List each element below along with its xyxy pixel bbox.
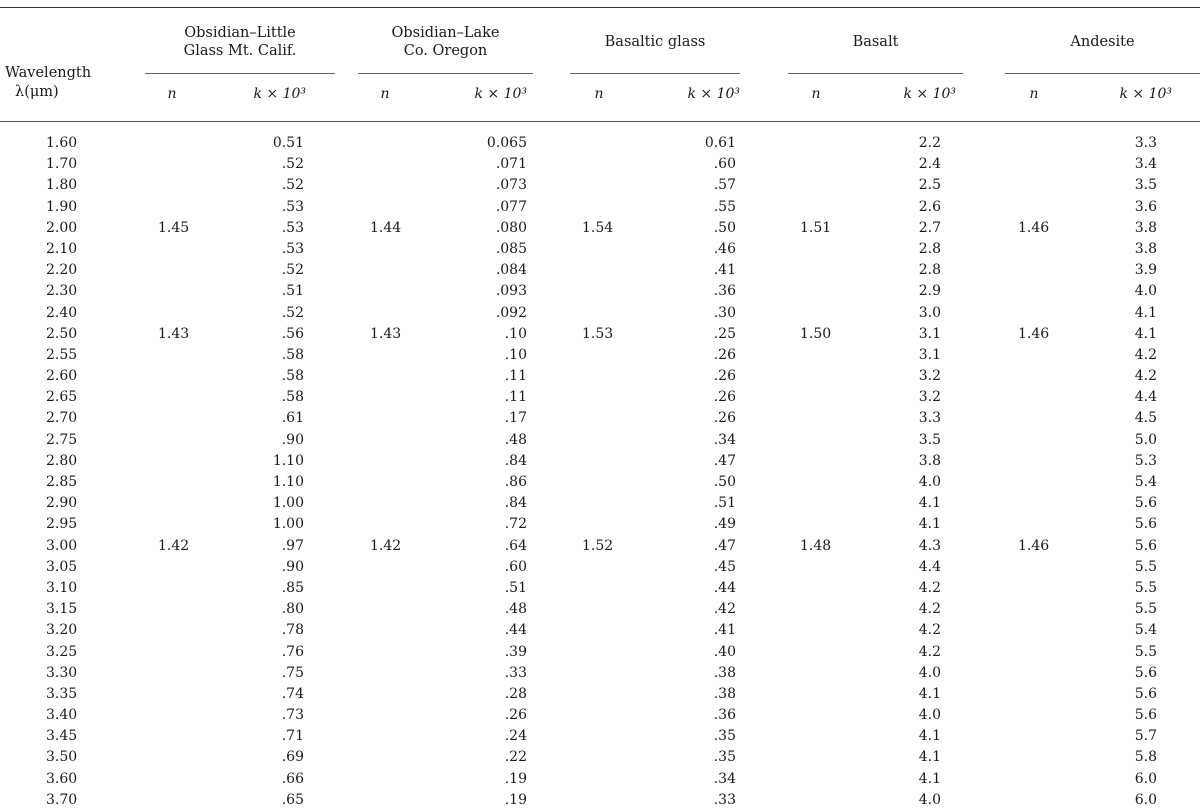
cell-basalt-k: 4.0 (918, 474, 941, 490)
cell-obsidian-lake-co-k: .10 (504, 346, 527, 363)
cell-basalt-k: 3.1 (918, 325, 941, 342)
table-row (0, 451, 1200, 472)
cell-basaltic-glass-k: .26 (713, 389, 736, 406)
table-row (0, 599, 1200, 620)
cell-andesite-k: 5.8 (1134, 749, 1157, 766)
cell-obsidian-little-glass-k: .66 (281, 770, 304, 787)
cell-obsidian-lake-co-k: .84 (504, 452, 527, 469)
cell-basaltic-glass-k: .46 (713, 240, 736, 257)
cell-obsidian-little-glass-n: 1.43 (158, 325, 190, 342)
cell-obsidian-lake-co-k: .077 (495, 198, 527, 215)
cell-basalt-k: 4.1 (918, 749, 941, 766)
cell-basalt-k: 3.2 (918, 368, 941, 385)
cell-obsidian-little-glass-k: .90 (281, 558, 304, 575)
table-row (0, 620, 1200, 641)
cell-obsidian-lake-co-k: .86 (504, 474, 527, 490)
cell-basaltic-glass-k: .30 (713, 304, 736, 321)
table-row (0, 769, 1200, 790)
wavelength-cell: 2.40 (46, 304, 78, 321)
cell-obsidian-little-glass-k: .69 (281, 749, 304, 766)
cell-basaltic-glass-k: .50 (713, 219, 736, 236)
cell-basaltic-glass-k: .40 (713, 643, 736, 660)
cell-obsidian-little-glass-k: .52 (281, 156, 304, 173)
cell-andesite-k: 3.9 (1134, 262, 1157, 279)
cell-obsidian-lake-co-k: .19 (504, 791, 527, 808)
cell-obsidian-little-glass-k: .61 (281, 410, 304, 427)
cell-obsidian-little-glass-n: 1.42 (158, 537, 190, 554)
cell-basalt-k: 3.0 (918, 304, 941, 321)
cell-basaltic-glass-k: .41 (713, 262, 736, 279)
wavelength-cell: 2.55 (46, 346, 78, 363)
cell-basaltic-glass-n: 1.53 (582, 325, 614, 342)
group-rule-obsidian-little-glass (145, 73, 335, 74)
table-row (0, 578, 1200, 599)
cell-andesite-k: 3.8 (1134, 240, 1157, 257)
cell-obsidian-lake-co-k: .19 (504, 770, 527, 787)
wavelength-cell: 1.70 (46, 156, 78, 173)
wavelength-cell: 1.80 (46, 177, 78, 194)
cell-obsidian-little-glass-k: .80 (281, 601, 304, 618)
cell-obsidian-lake-co-k: .10 (504, 325, 527, 342)
cell-basaltic-glass-k: .26 (713, 368, 736, 385)
table-row (0, 345, 1200, 366)
cell-andesite-k: 4.0 (1134, 283, 1157, 300)
cell-obsidian-little-glass-k: .73 (281, 707, 304, 724)
cell-basalt-k: 4.0 (918, 664, 941, 681)
wavelength-cell: 3.40 (46, 707, 78, 724)
wavelength-cell: 2.10 (46, 240, 78, 257)
cell-basaltic-glass-k: .50 (713, 474, 736, 490)
cell-basalt-k: 4.0 (918, 707, 941, 724)
cell-obsidian-little-glass-k: 1.10 (272, 474, 304, 490)
wavelength-cell: 2.95 (46, 516, 78, 533)
group-rule-obsidian-lake-co (358, 73, 533, 74)
group-title-basalt: Basalt (852, 34, 899, 50)
cell-andesite-k: 4.2 (1134, 346, 1157, 363)
cell-basalt-k: 2.7 (918, 219, 941, 236)
cell-basaltic-glass-k: .33 (713, 791, 736, 808)
cell-basaltic-glass-k: .57 (713, 177, 736, 194)
cell-obsidian-lake-co-k: .64 (504, 537, 527, 554)
cell-basaltic-glass-k: .34 (713, 431, 736, 448)
table-row (0, 387, 1200, 408)
table-row (0, 154, 1200, 175)
wavelength-cell: 2.70 (46, 410, 78, 427)
cell-basaltic-glass-k: .36 (713, 707, 736, 724)
wavelength-cell: 2.20 (46, 262, 78, 279)
table-row (0, 408, 1200, 429)
cell-obsidian-lake-co-k: .22 (504, 749, 527, 766)
wavelength-cell: 2.90 (46, 495, 78, 512)
cell-obsidian-little-glass-k: .56 (281, 325, 304, 342)
cell-andesite-n: 1.46 (1018, 325, 1050, 342)
cell-andesite-k: 3.5 (1134, 177, 1157, 194)
cell-obsidian-lake-co-k: .11 (504, 389, 527, 406)
cell-basalt-k: 2.4 (918, 156, 941, 173)
wavelength-cell: 3.25 (46, 643, 78, 660)
cell-obsidian-little-glass-k: .65 (281, 791, 304, 808)
cell-obsidian-lake-co-k: .071 (495, 156, 527, 173)
cell-basalt-k: 4.1 (918, 516, 941, 533)
wavelength-cell: 3.45 (46, 728, 78, 745)
cell-obsidian-lake-co-k: .093 (495, 283, 527, 300)
cell-andesite-k: 5.7 (1134, 728, 1157, 745)
cell-obsidian-lake-co-n: 1.44 (370, 219, 402, 236)
wavelength-cell: 3.05 (46, 558, 78, 575)
cell-obsidian-lake-co-k: .17 (504, 410, 527, 427)
table-row (0, 197, 1200, 218)
cell-basalt-k: 2.6 (918, 198, 941, 215)
wavelength-cell: 1.90 (46, 198, 78, 215)
table-row (0, 514, 1200, 535)
table-row (0, 684, 1200, 705)
cell-basalt-k: 4.0 (918, 791, 941, 808)
cell-basalt-k: 2.8 (918, 240, 941, 257)
group-rule-basalt (788, 73, 963, 74)
cell-obsidian-lake-co-k: .085 (495, 240, 527, 257)
cell-basaltic-glass-k: .44 (713, 579, 736, 596)
table-row (0, 536, 1200, 557)
cell-obsidian-lake-co-k: .51 (504, 579, 527, 596)
cell-andesite-k: 5.5 (1134, 579, 1157, 596)
cell-andesite-k: 5.5 (1134, 643, 1157, 660)
cell-obsidian-little-glass-n: 1.45 (158, 219, 190, 236)
cell-basalt-k: 4.2 (918, 643, 941, 660)
cell-andesite-k: 5.0 (1134, 431, 1157, 448)
cell-obsidian-lake-co-k: .39 (504, 643, 527, 660)
cell-basaltic-glass-k: .51 (713, 495, 736, 512)
cell-basaltic-glass-k: .25 (713, 325, 736, 342)
cell-obsidian-lake-co-n: 1.42 (370, 537, 402, 554)
cell-andesite-k: 3.6 (1134, 198, 1157, 215)
table-row (0, 260, 1200, 281)
subhead-k-basalt: k × 10³ (903, 86, 956, 102)
table-row (0, 324, 1200, 345)
cell-obsidian-lake-co-k: .60 (504, 558, 527, 575)
cell-andesite-k: 6.0 (1134, 791, 1157, 808)
cell-basalt-k: 2.9 (918, 283, 941, 300)
subhead-k-basaltic-glass: k × 10³ (687, 86, 740, 102)
cell-obsidian-little-glass-k: .97 (281, 537, 304, 554)
wavelength-label: Wavelength (5, 65, 92, 81)
cell-basalt-k: 4.1 (918, 495, 941, 512)
cell-andesite-k: 3.3 (1134, 135, 1157, 151)
cell-basaltic-glass-k: .26 (713, 346, 736, 363)
wavelength-cell: 1.60 (46, 135, 78, 151)
subhead-k-obsidian-lake-co: k × 10³ (474, 86, 527, 102)
cell-obsidian-little-glass-k: .76 (281, 643, 304, 660)
table-row (0, 175, 1200, 196)
cell-basaltic-glass-k: .38 (713, 664, 736, 681)
cell-basaltic-glass-k: .35 (713, 749, 736, 766)
cell-basaltic-glass-k: .36 (713, 283, 736, 300)
subhead-n-basaltic-glass: n (594, 86, 604, 102)
cell-obsidian-little-glass-k: 1.00 (272, 516, 304, 533)
table-row (0, 747, 1200, 768)
cell-andesite-k: 4.4 (1134, 389, 1157, 406)
subhead-k-obsidian-little-glass: k × 10³ (253, 86, 306, 102)
cell-obsidian-lake-co-k: .080 (495, 219, 527, 236)
cell-basalt-k: 2.2 (918, 135, 941, 151)
cell-andesite-k: 3.4 (1134, 156, 1157, 173)
cell-obsidian-lake-co-k: .24 (504, 728, 527, 745)
cell-obsidian-little-glass-k: .52 (281, 177, 304, 194)
cell-obsidian-little-glass-k: .71 (281, 728, 304, 745)
cell-andesite-k: 5.4 (1134, 474, 1157, 490)
wavelength-header (5, 64, 91, 102)
cell-basalt-k: 3.2 (918, 389, 941, 406)
table-row (0, 281, 1200, 302)
cell-obsidian-lake-co-k: .28 (504, 685, 527, 702)
cell-basaltic-glass-k: .47 (713, 452, 736, 469)
cell-andesite-k: 4.1 (1134, 325, 1157, 342)
top-rule (0, 7, 1200, 8)
cell-obsidian-lake-co-k: .26 (504, 707, 527, 724)
cell-basaltic-glass-k: .45 (713, 558, 736, 575)
cell-basalt-n: 1.48 (800, 537, 832, 554)
cell-obsidian-lake-co-k: .48 (504, 601, 527, 618)
header-rule (0, 121, 1200, 122)
cell-basalt-k: 4.2 (918, 601, 941, 618)
cell-obsidian-little-glass-k: .90 (281, 431, 304, 448)
wavelength-cell: 3.20 (46, 622, 78, 639)
table-row (0, 366, 1200, 387)
cell-obsidian-lake-co-n: 1.43 (370, 325, 402, 342)
cell-andesite-k: 5.6 (1134, 664, 1157, 681)
cell-obsidian-lake-co-k: .073 (495, 177, 527, 194)
wavelength-cell: 3.70 (46, 791, 78, 808)
group-rule-andesite (1005, 73, 1200, 74)
wavelength-cell: 2.75 (46, 431, 78, 448)
cell-basaltic-glass-n: 1.52 (582, 537, 614, 554)
cell-basalt-k: 4.2 (918, 579, 941, 596)
table-row (0, 472, 1200, 493)
group-title-andesite: Andesite (1070, 34, 1135, 50)
cell-obsidian-lake-co-k: .48 (504, 431, 527, 448)
cell-andesite-k: 5.6 (1134, 685, 1157, 702)
cell-andesite-k: 4.1 (1134, 304, 1157, 321)
table-row (0, 218, 1200, 239)
cell-obsidian-little-glass-k: .58 (281, 368, 304, 385)
cell-obsidian-lake-co-k: .72 (504, 516, 527, 533)
table-row (0, 430, 1200, 451)
cell-obsidian-little-glass-k: .58 (281, 389, 304, 406)
cell-basalt-k: 4.2 (918, 622, 941, 639)
cell-obsidian-little-glass-k: .51 (281, 283, 304, 300)
cell-obsidian-lake-co-k: .092 (495, 304, 527, 321)
cell-basalt-k: 2.5 (918, 177, 941, 194)
cell-basaltic-glass-k: .49 (713, 516, 736, 533)
wavelength-cell: 3.30 (46, 664, 78, 681)
table-row (0, 726, 1200, 747)
cell-basalt-k: 4.4 (918, 558, 941, 575)
cell-obsidian-lake-co-k: .44 (504, 622, 527, 639)
group-rule-basaltic-glass (570, 73, 740, 74)
cell-basalt-k: 4.3 (918, 537, 941, 554)
cell-basaltic-glass-k: .55 (713, 198, 736, 215)
table-row (0, 303, 1200, 324)
cell-obsidian-lake-co-k: 0.065 (486, 135, 527, 151)
cell-andesite-k: 5.6 (1134, 516, 1157, 533)
cell-andesite-k: 5.3 (1134, 452, 1157, 469)
wavelength-cell: 3.00 (46, 537, 78, 554)
wavelength-cell: 3.10 (46, 579, 78, 596)
cell-obsidian-little-glass-k: .78 (281, 622, 304, 639)
cell-andesite-k: 5.4 (1134, 622, 1157, 639)
cell-basaltic-glass-k: 0.61 (704, 135, 736, 151)
cell-basalt-n: 1.51 (800, 219, 832, 236)
cell-andesite-k: 5.6 (1134, 707, 1157, 724)
cell-basalt-k: 4.1 (918, 685, 941, 702)
cell-andesite-k: 5.6 (1134, 537, 1157, 554)
wavelength-cell: 2.65 (46, 389, 78, 406)
wavelength-cell: 2.00 (46, 219, 78, 236)
cell-andesite-k: 4.2 (1134, 368, 1157, 385)
cell-basaltic-glass-k: .38 (713, 685, 736, 702)
cell-obsidian-lake-co-k: .33 (504, 664, 527, 681)
subhead-n-andesite: n (1029, 86, 1039, 102)
table-row (0, 642, 1200, 663)
cell-obsidian-little-glass-k: .75 (281, 664, 304, 681)
cell-basaltic-glass-k: .41 (713, 622, 736, 639)
cell-basalt-k: 2.8 (918, 262, 941, 279)
cell-basalt-k: 4.1 (918, 770, 941, 787)
wavelength-cell: 3.15 (46, 601, 78, 618)
wavelength-unit-label: λ(μm) (15, 84, 59, 100)
cell-andesite-k: 5.6 (1134, 495, 1157, 512)
cell-andesite-k: 5.5 (1134, 558, 1157, 575)
wavelength-cell: 2.60 (46, 368, 78, 385)
cell-basalt-k: 3.5 (918, 431, 941, 448)
wavelength-cell: 2.30 (46, 283, 78, 300)
cell-obsidian-little-glass-k: 1.00 (272, 495, 304, 512)
cell-andesite-n: 1.46 (1018, 537, 1050, 554)
subhead-n-obsidian-little-glass: n (167, 86, 177, 102)
table-row (0, 493, 1200, 514)
group-title-obsidian-little-glass: Obsidian–Little Glass Mt. Calif. (183, 25, 297, 59)
cell-basaltic-glass-k: .26 (713, 410, 736, 427)
cell-basaltic-glass-k: .60 (713, 156, 736, 173)
table-row (0, 663, 1200, 684)
cell-obsidian-little-glass-k: .53 (281, 219, 304, 236)
table-row (0, 705, 1200, 726)
wavelength-cell: 2.50 (46, 325, 78, 342)
wavelength-cell: 3.50 (46, 749, 78, 766)
wavelength-cell: 2.85 (46, 474, 78, 490)
table-row (0, 557, 1200, 578)
cell-obsidian-lake-co-k: .84 (504, 495, 527, 512)
cell-basalt-n: 1.50 (800, 325, 832, 342)
cell-basaltic-glass-k: .35 (713, 728, 736, 745)
cell-obsidian-little-glass-k: .52 (281, 304, 304, 321)
cell-obsidian-little-glass-k: 0.51 (272, 135, 304, 151)
cell-andesite-k: 6.0 (1134, 770, 1157, 787)
cell-obsidian-little-glass-k: .52 (281, 262, 304, 279)
cell-andesite-n: 1.46 (1018, 219, 1050, 236)
subhead-k-andesite: k × 10³ (1119, 86, 1172, 102)
cell-obsidian-little-glass-k: .85 (281, 579, 304, 596)
wavelength-cell: 3.60 (46, 770, 78, 787)
wavelength-cell: 2.80 (46, 452, 78, 469)
cell-obsidian-little-glass-k: 1.10 (272, 452, 304, 469)
subhead-n-basalt: n (811, 86, 821, 102)
group-title-basaltic-glass: Basaltic glass (604, 34, 706, 50)
table-row (0, 133, 1200, 154)
cell-obsidian-little-glass-k: .53 (281, 198, 304, 215)
cell-obsidian-little-glass-k: .53 (281, 240, 304, 257)
cell-obsidian-little-glass-k: .58 (281, 346, 304, 363)
cell-basaltic-glass-n: 1.54 (582, 219, 614, 236)
cell-basaltic-glass-k: .34 (713, 770, 736, 787)
wavelength-cell: 3.35 (46, 685, 78, 702)
table-row (0, 790, 1200, 811)
cell-basalt-k: 3.3 (918, 410, 941, 427)
cell-basalt-k: 4.1 (918, 728, 941, 745)
cell-obsidian-lake-co-k: .11 (504, 368, 527, 385)
cell-basalt-k: 3.1 (918, 346, 941, 363)
table-row (0, 239, 1200, 260)
group-title-obsidian-lake-co: Obsidian–Lake Co. Oregon (391, 25, 500, 59)
table-body (0, 133, 1200, 811)
cell-andesite-k: 5.5 (1134, 601, 1157, 618)
cell-basalt-k: 3.8 (918, 452, 941, 469)
subhead-n-obsidian-lake-co: n (380, 86, 390, 102)
cell-andesite-k: 4.5 (1134, 410, 1157, 427)
cell-basaltic-glass-k: .47 (713, 537, 736, 554)
cell-andesite-k: 3.8 (1134, 219, 1157, 236)
cell-obsidian-little-glass-k: .74 (281, 685, 304, 702)
cell-basaltic-glass-k: .42 (713, 601, 736, 618)
cell-obsidian-lake-co-k: .084 (495, 262, 527, 279)
